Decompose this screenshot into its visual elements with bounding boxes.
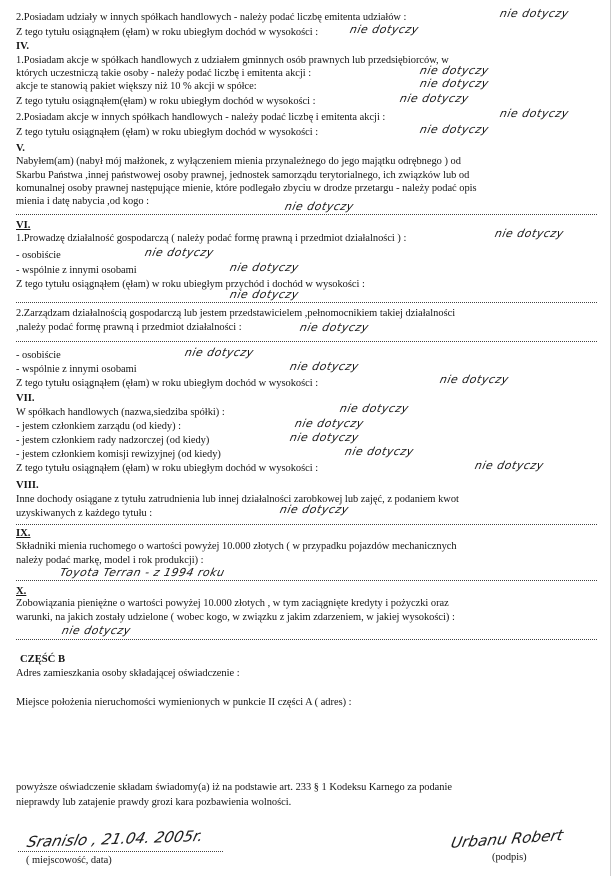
text-line: komunalnej osoby prawnej następujące mienie, które podlegało zbyciu w drodze przetargu - należy podać opis (16, 183, 477, 194)
text-line: Z tego tytułu osiągnąłem (ęłam) w roku ubiegłym dochód w wysokości : (16, 463, 319, 474)
section-heading: IX. (16, 528, 31, 539)
text-line: - osobiście (16, 350, 61, 361)
text-line: nieprawdy lub zatajenie prawdy grozi kara pozbawienia wolności. (16, 797, 292, 808)
text-line: których uczestniczą takie osoby - należy podać liczbę i emitenta akcji : (16, 68, 312, 79)
text-line: Zobowiązania pieniężne o wartości powyżej 10.000 złotych , w tym zaciągnięte kredyty i pożyczki oraz (16, 598, 449, 609)
section-heading: VIII. (16, 480, 39, 491)
text-line: ,należy podać formę prawną i przedmiot działalności : (16, 322, 242, 333)
text-line: 2.Posiadam udziały w innych spółkach handlowych - należy podać liczbę emitenta udziałów : (16, 12, 407, 23)
dotted-line (16, 579, 597, 581)
text-line: Nabyłem(am) (nabył mój małżonek, z wyłączeniem mienia przynależnego do jego majątku odrębnego ) od (16, 156, 461, 167)
handwritten-answer: nie dotyczy (288, 360, 361, 373)
text-line: - wspólnie z innymi osobami (16, 364, 137, 375)
place-date-caption: ( miejscowość, data) (26, 855, 112, 866)
dotted-line (16, 340, 597, 342)
text-line: Inne dochody osiągane z tytułu zatrudnienia lub innej działalności zarobkowej lub zajęć, z podaniem kwot (16, 494, 459, 505)
section-heading: V. (16, 143, 25, 154)
text-line: 2.Posiadam akcje w innych spółkach handlowych - należy podać liczbę i emitenta akcji : (16, 112, 386, 123)
handwritten-answer: nie dotyczy (498, 107, 571, 120)
handwritten-answer: nie dotyczy (348, 23, 421, 36)
handwritten-answer: nie dotyczy (418, 64, 491, 77)
text-line: Z tego tytułu osiągnąłem (ęłam) w roku ubiegłym dochód w wysokości : (16, 378, 319, 389)
text-line: - osobiście (16, 250, 61, 261)
text-line: Z tego tytułu osiągnąłem (ęłam) w roku ubiegłym dochód w wysokości : (16, 127, 319, 138)
handwritten-answer: Toyota Terran - z 1994 roku (58, 566, 226, 579)
handwritten-answer: nie dotyczy (418, 123, 491, 136)
handwritten-answer: nie dotyczy (493, 227, 566, 240)
handwritten-answer: nie dotyczy (418, 77, 491, 90)
text-line: Z tego tytułu osiągnąłem(ęłam) w roku ubiegłym dochód w wysokości : (16, 96, 316, 107)
text-line: Miejsce położenia nieruchomości wymienionych w punkcie II części A ( adres) : (16, 697, 352, 708)
handwritten-answer: nie dotyczy (438, 373, 511, 386)
handwritten-answer: nie dotyczy (228, 261, 301, 274)
text-line: 2.Zarządzam działalnością gospodarczą lub jestem przedstawicielem ,pełnomocnikiem takiej działalności (16, 308, 456, 319)
text-line: Adres zamieszkania osoby składającej oświadczenie : (16, 668, 240, 679)
handwritten-answer: nie dotyczy (498, 7, 571, 20)
text-line: powyższe oświadczenie składam świadomy(a) iż na podstawie art. 233 § 1 Kodeksu Karnego za podanie (16, 782, 452, 793)
signature: Urbanu Robert (449, 826, 565, 852)
handwritten-answer: nie dotyczy (283, 200, 356, 213)
text-line: W spółkach handlowych (nazwa,siedziba spółki) : (16, 407, 225, 418)
text-line: akcje te stanowią pakiet większy niż 10 % akcji w spółce: (16, 81, 257, 92)
handwritten-answer: nie dotyczy (473, 459, 546, 472)
text-line: Skarbu Państwa ,innej państwowej osoby prawnej, jednostek samorządu terytorialnego, ich związków lub od (16, 170, 470, 181)
handwritten-answer: nie dotyczy (228, 288, 301, 301)
handwritten-answer: nie dotyczy (183, 346, 256, 359)
text-line: - jestem członkiem zarządu (od kiedy) : (16, 421, 182, 432)
handwritten-answer: nie dotyczy (278, 503, 351, 516)
text-line: - jestem członkiem rady nadzorczej (od kiedy) (16, 435, 210, 446)
section-heading: IV. (16, 41, 30, 52)
text-line: Składniki mienia ruchomego o wartości powyżej 10.000 złotych ( w przypadku pojazdów mechanicznych (16, 541, 457, 552)
section-heading: VII. (16, 393, 35, 404)
dotted-line (16, 301, 597, 303)
signature-caption: (podpis) (492, 852, 527, 863)
text-line: - jestem członkiem komisji rewizyjnej (od kiedy) (16, 449, 221, 460)
dotted-line (16, 638, 597, 640)
text-line: należy podać markę, model i rok produkcji) : (16, 555, 204, 566)
dotted-line (18, 850, 223, 852)
part-b-heading: CZĘŚĆ B (20, 654, 66, 665)
dotted-line (16, 523, 597, 525)
text-line: mienia i datę nabycia ,od kogo : (16, 196, 150, 207)
text-line: 1.Posiadam akcje w spółkach handlowych z udziałem gminnych osób prawnych lub przedsiębiorców, w (16, 55, 449, 66)
handwritten-answer: nie dotyczy (298, 321, 371, 334)
section-heading: VI. (16, 220, 31, 231)
handwritten-answer: nie dotyczy (288, 431, 361, 444)
handwritten-answer: nie dotyczy (398, 92, 471, 105)
text-line: Z tego tytułu osiągnąłem (ęłam) w roku ubiegłym dochód w wysokości : (16, 27, 319, 38)
handwritten-answer: nie dotyczy (293, 417, 366, 430)
handwritten-answer: nie dotyczy (343, 445, 416, 458)
handwritten-answer: nie dotyczy (338, 402, 411, 415)
section-heading: X. (16, 586, 27, 597)
text-line: warunki, na jakich zostały udzielone ( wobec kogo, w związku z jakim zdarzeniem, w jakiej wysokości) : (16, 612, 455, 623)
text-line: 1.Prowadzę działalność gospodarczą ( należy podać formę prawną i przedmiot działalności ) : (16, 233, 407, 244)
text-line: Z tego tytułu osiągnąłem (ęłam) w roku ubiegłym przychód i dochód w wysokości : (16, 279, 365, 290)
handwritten-answer: nie dotyczy (60, 624, 133, 637)
place-date-handwritten: Sranislo , 21.04. 2005r. (25, 826, 206, 852)
text-line: uzyskiwanych z każdego tytułu : (16, 508, 153, 519)
handwritten-answer: nie dotyczy (143, 246, 216, 259)
scan-edge (610, 0, 611, 876)
text-line: - wspólnie z innymi osobami (16, 265, 137, 276)
dotted-line (16, 213, 597, 215)
